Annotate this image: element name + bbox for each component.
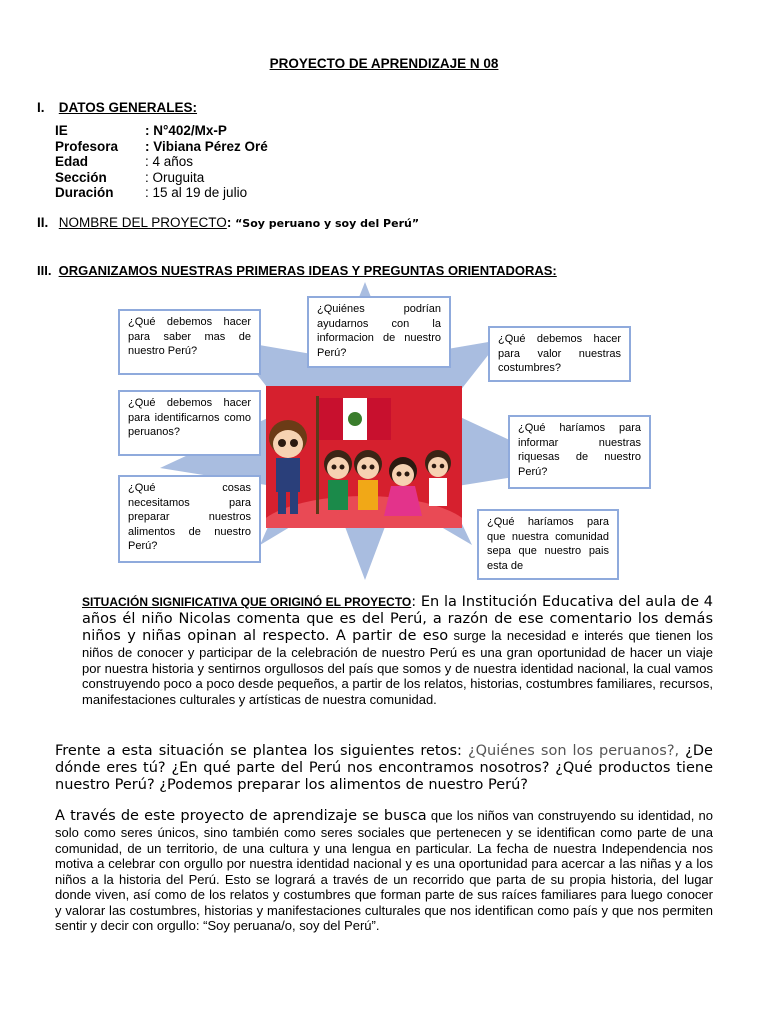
section-heading: ORGANIZAMOS NUESTRAS PRIMERAS IDEAS Y PREGUNTAS ORIENTADORAS:: [58, 263, 557, 278]
datos-key: Duración: [55, 185, 114, 200]
question-box-lower-left: [118, 475, 261, 563]
datos-key: Sección: [55, 169, 107, 185]
question-text: ¿Qué haríamos para informar nuestras riquesas de nuestro Perú?: [518, 422, 641, 478]
section-number: III.: [37, 263, 52, 278]
closing-intro: A través de este proyecto de aprendizaje se busca: [55, 808, 427, 824]
question-text: ¿Qué cosas necesitamos para preparar nuestros alimentos de nuestro Perú?: [128, 482, 251, 552]
section-number: II.: [37, 215, 49, 230]
flagpole: [316, 396, 319, 514]
datos-key: Edad: [55, 154, 89, 169]
question-box-lower-right: [477, 509, 619, 580]
project-name: “Soy peruano y soy del Perú”: [235, 217, 420, 230]
section-colon: :: [226, 215, 236, 230]
situation-intro: En la Institución Educativa del aula de 4 años él niño Nicolas comenta que es del Perú, a razón de ese comentario los demás niños y niñas opinan al respecto. A partir de eso: [82, 594, 713, 644]
question-text: ¿Qué debemos hacer para saber mas de nuestro Perú?: [128, 316, 251, 357]
datos-key: IE: [55, 123, 68, 138]
question-box-top: [307, 296, 451, 368]
question-text: ¿Qué haríamos para que nuestra comunidad sepa que nuestro pais esta de: [487, 516, 609, 572]
question-text: ¿Quiénes podrían ayudarnos con la informacion de nuestro Perú?: [317, 303, 441, 359]
document-title: PROYECTO DE APRENDIZAJE N 08: [269, 56, 499, 71]
section-heading: DATOS GENERALES:: [58, 100, 198, 115]
girl-character-1: [324, 450, 352, 510]
closing-body: que los niños van construyendo su identidad, no solo como seres únicos, sino también como seres sociales que pertenecen y se identifican como parte de una comunidad, de un territorio, de una cultura y una lengua en particular. La fecha de nuestra Independencia nos motiva a celebrar con orgullo por nuestra identidad nacional y es una oportunidad para acercar a las niñas y a los niños a la historia del Perú. Esto se logrará a través de un recorrido que parta de su propia historia, del lugar donde viven, así como de los relatos y costumbres que forman parte de sus raíces familiares para luego conocer y valorar las costumbres, historias y manifestaciones culturales que nos identifican como país y que nos permiten sentir y decir con orgullo: “Soy peruana/o, soy del Perú”.: [55, 808, 713, 933]
question-box-upper-left: [118, 309, 261, 375]
question-text: ¿Qué debemos hacer para identificarnos como peruanos?: [128, 397, 251, 438]
retos-paragraph: [55, 743, 713, 794]
situation-body: surge la necesidad e interés que tienen los niños de conocer y participar de la celebración de nuestro Perú es una gran oportunidad de hacer un viaje por nuestra historia y sentirnos orgullosos del país que somos y de nuestra identidad nacional, la cual vamos construyendo poco a poco desde pequeños, a partir de los relatos, historias, costumbres familiares, recursos, manifestaciones culturales y artísticas de nuestra comunidad.: [82, 628, 713, 707]
situation-colon: :: [411, 594, 417, 610]
section-number: I.: [37, 100, 45, 115]
closing-paragraph: [55, 808, 713, 934]
datos-value: : 15 al 19 de julio: [145, 185, 248, 200]
datos-value: : Vibiana Pérez Oré: [145, 138, 268, 154]
datos-value: : N°402/Mx-P: [145, 123, 227, 138]
peru-flag-icon: [319, 398, 391, 440]
question-box-right: [508, 415, 651, 489]
retos-rest: ¿De dónde eres tú? ¿En qué parte del Perú nos encontramos nosotros? ¿Qué productos tiene nuestro Perú? ¿Podemos preparar los alimentos de nuestro Perú?: [55, 743, 713, 793]
girl-character-2: [354, 450, 382, 510]
situation-paragraph: [82, 594, 713, 707]
section-heading: NOMBRE DEL PROYECTO: [58, 215, 227, 230]
situation-label: SITUACIÓN SIGNIFICATIVA QUE ORIGINÓ EL PROYECTO: [82, 595, 412, 609]
retos-first-question: ¿Quiénes son los peruanos?,: [467, 743, 680, 759]
datos-value: : Oruguita: [145, 169, 205, 185]
peru-children-illustration: [266, 386, 462, 528]
question-text: ¿Qué debemos hacer para valor nuestras costumbres?: [498, 333, 621, 374]
retos-intro: Frente a esta situación se plantea los siguientes retos:: [55, 743, 468, 759]
datos-value: : 4 años: [145, 154, 194, 169]
question-box-upper-right: [488, 326, 631, 382]
question-box-left: [118, 390, 261, 456]
datos-key: Profesora: [55, 138, 119, 154]
